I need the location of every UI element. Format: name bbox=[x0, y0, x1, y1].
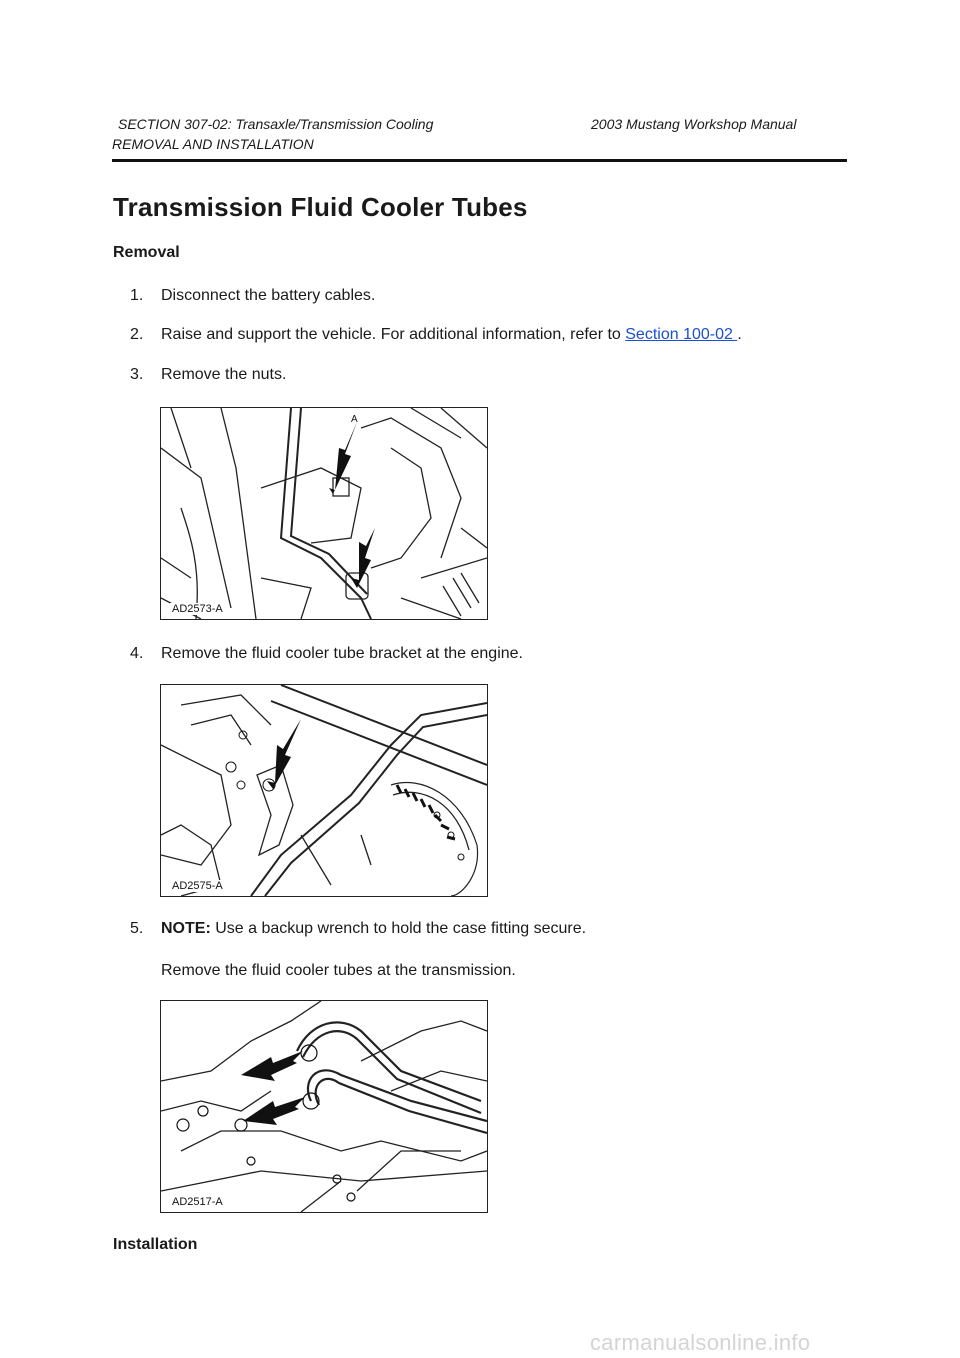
step-3-number: 3. bbox=[130, 366, 144, 383]
installation-heading: Installation bbox=[113, 1236, 198, 1253]
header-manual-title: 2003 Mustang Workshop Manual bbox=[591, 116, 797, 132]
figure-ad2575-label: AD2575-A bbox=[172, 880, 223, 892]
step-2-number: 2. bbox=[130, 326, 144, 343]
figure-ad2517-label: AD2517-A bbox=[172, 1196, 223, 1208]
figure-ad2573-callout: A bbox=[351, 414, 358, 425]
step-1-text: Disconnect the battery cables. bbox=[161, 287, 376, 304]
watermark-text: carmanualsonline.info bbox=[590, 1330, 811, 1355]
figure-ad2575-illustration bbox=[161, 685, 487, 896]
figure-ad2573-illustration bbox=[161, 408, 487, 619]
figure-ad2575 bbox=[160, 684, 488, 897]
step-5-number: 5. bbox=[130, 920, 144, 937]
step-4-text: Remove the fluid cooler tube bracket at the engine. bbox=[161, 645, 523, 662]
note-label: NOTE: bbox=[161, 920, 211, 937]
header-subheading: REMOVAL AND INSTALLATION bbox=[112, 136, 314, 152]
step-5-note bbox=[161, 920, 586, 938]
step-1-number: 1. bbox=[130, 287, 144, 304]
page-title: Transmission Fluid Cooler Tubes bbox=[113, 192, 528, 222]
step-4-number: 4. bbox=[130, 645, 144, 662]
step-2-text bbox=[161, 326, 742, 344]
step-2-text-before: Raise and support the vehicle. For additional information, refer to bbox=[161, 326, 626, 343]
step-2-text-after: . bbox=[737, 326, 742, 343]
header-section-title: SECTION 307-02: Transaxle/Transmission Cooling bbox=[118, 116, 434, 132]
header-divider bbox=[112, 159, 847, 162]
section-100-02-link[interactable]: Section 100-02 bbox=[625, 326, 738, 343]
step-3-text: Remove the nuts. bbox=[161, 366, 287, 383]
figure-ad2573-label: AD2573-A bbox=[172, 603, 223, 615]
figure-ad2517 bbox=[160, 1000, 488, 1213]
note-text: Use a backup wrench to hold the case fitting secure. bbox=[210, 920, 587, 937]
figure-ad2517-illustration bbox=[161, 1001, 487, 1212]
step-5-text: Remove the fluid cooler tubes at the transmission. bbox=[161, 962, 516, 979]
removal-heading: Removal bbox=[113, 244, 180, 261]
figure-ad2573 bbox=[160, 407, 488, 620]
